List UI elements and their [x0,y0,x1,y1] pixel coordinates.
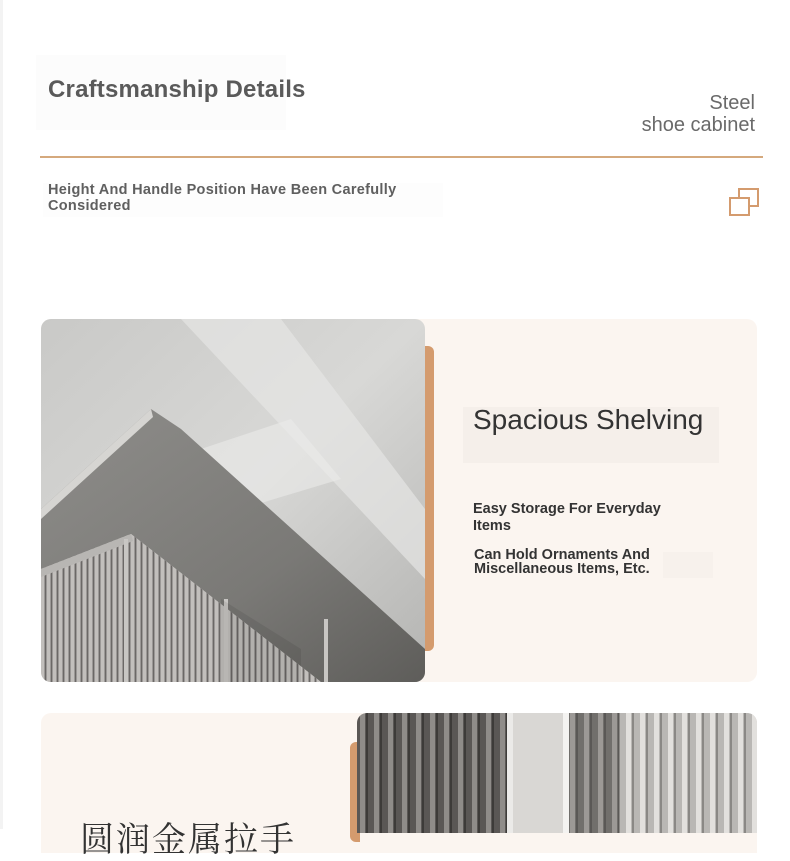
product-name-line-2: shoe cabinet [641,114,755,136]
fluted-door-illustration [357,713,757,833]
subheader-text: Height And Handle Position Have Been Carefully Considered [48,182,397,214]
section-title: Craftsmanship Details [48,76,306,103]
fluted-glass-door-photo [357,713,757,833]
cabinet-illustration [41,319,425,682]
copy-icon [728,187,760,217]
product-name [642,92,755,136]
feature-description-2: Can Hold Ornaments And Miscellaneous Items, Etc. [474,547,650,577]
feature-title: Spacious Shelving [473,404,704,435]
feature-title-handle: 圆润金属拉手 [80,821,296,859]
header-divider [40,156,763,158]
feature-description-1: Easy Storage For Everyday Items [473,501,661,534]
product-name-line-1: Steel [709,92,755,114]
grey-steel-cabinet-photo [41,319,425,682]
